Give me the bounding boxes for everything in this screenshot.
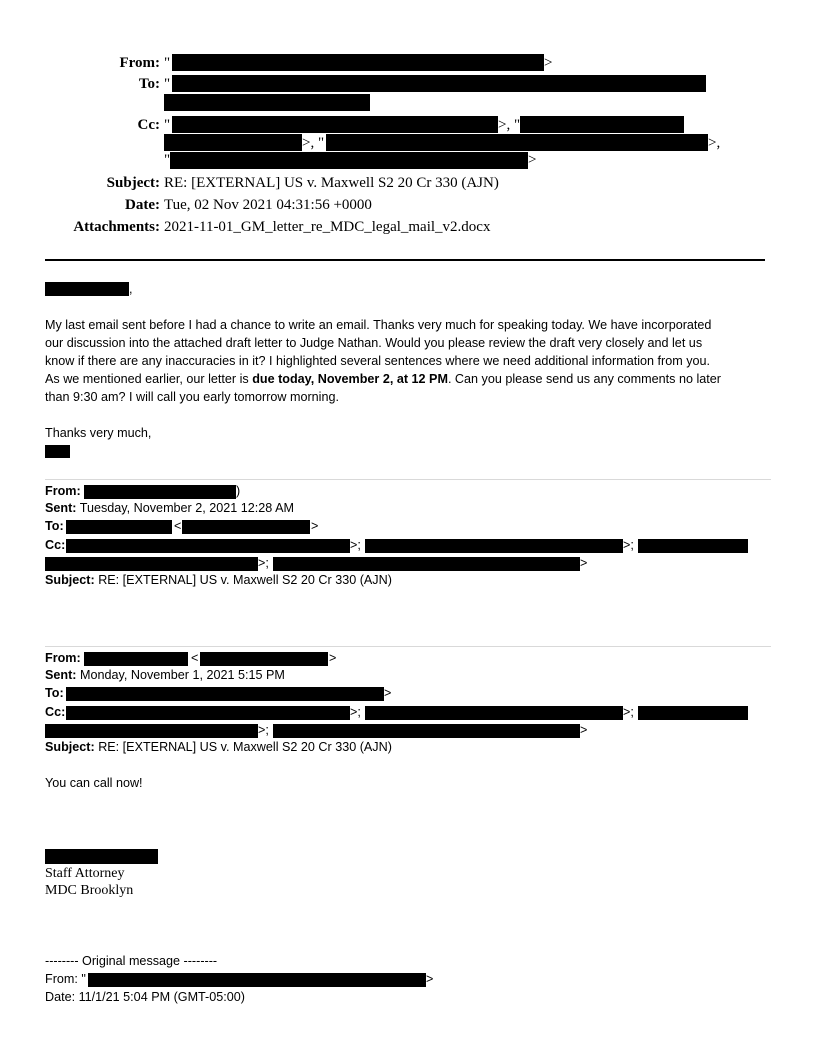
to-value: " xyxy=(164,76,170,93)
date-label: Date: xyxy=(125,197,160,213)
redaction xyxy=(45,282,129,296)
from-value: " > xyxy=(164,55,553,71)
email3-to: To: xyxy=(45,686,64,700)
email2-sent: Sent: Tuesday, November 2, 2021 12:28 AM xyxy=(45,501,294,515)
email2-subject: Subject: RE: [EXTERNAL] US v. Maxwell S2 20 Cr 330 (AJN) xyxy=(45,573,392,587)
redaction xyxy=(66,687,384,701)
redaction xyxy=(365,706,623,720)
redaction xyxy=(45,445,70,458)
signature-org: MDC Brooklyn xyxy=(45,883,134,898)
redaction xyxy=(365,539,623,553)
redaction xyxy=(45,724,258,738)
paragraph-line: than 9:30 am? I will call you early tomorrow morning. xyxy=(45,390,339,404)
redaction xyxy=(326,134,708,151)
subject-value: RE: [EXTERNAL] US v. Maxwell S2 20 Cr 330 (AJN) xyxy=(164,175,499,191)
paragraph-line: My last email sent before I had a chance to write an email. Thanks very much for speaking today. We have incorporated xyxy=(45,318,712,332)
message-paragraph xyxy=(45,316,721,406)
redaction xyxy=(200,652,328,666)
redaction xyxy=(84,652,188,666)
cc-label: Cc: xyxy=(137,117,160,133)
redaction xyxy=(170,152,528,169)
cc-value-line1: " >, " xyxy=(164,117,170,134)
cc-value-line2: >, " >, xyxy=(302,135,721,151)
redaction xyxy=(172,75,706,92)
deadline-text: due today, November 2, at 12 PM xyxy=(252,372,448,386)
redaction xyxy=(66,539,350,553)
attachments-label: Attachments: xyxy=(73,219,160,235)
email3-sent: Sent: Monday, November 1, 2021 5:15 PM xyxy=(45,668,285,682)
redaction xyxy=(638,539,748,553)
attachment-link[interactable]: 2021-11-01_GM_letter_re_MDC_legal_mail_v2.docx xyxy=(164,219,491,235)
email3-cc: Cc: xyxy=(45,705,66,719)
email3-subject: Subject: RE: [EXTERNAL] US v. Maxwell S2 20 Cr 330 (AJN) xyxy=(45,740,392,754)
redaction xyxy=(273,724,580,738)
redaction xyxy=(45,557,258,571)
redaction xyxy=(172,54,544,71)
redaction xyxy=(164,134,302,151)
original-date: Date: 11/1/21 5:04 PM (GMT-05:00) xyxy=(45,990,245,1004)
email3-body: You can call now! xyxy=(45,776,143,790)
redaction xyxy=(66,520,172,534)
redaction xyxy=(45,849,158,864)
redaction xyxy=(172,116,498,133)
message-divider xyxy=(45,479,771,480)
date-value: Tue, 02 Nov 2021 04:31:56 +0000 xyxy=(164,197,372,213)
redaction xyxy=(84,485,236,499)
redaction xyxy=(273,557,580,571)
original-from: From: " xyxy=(45,972,86,986)
redaction xyxy=(164,94,370,111)
redaction xyxy=(520,116,684,133)
closing-text: Thanks very much, xyxy=(45,426,152,440)
redaction xyxy=(66,706,350,720)
email2-cc: Cc: xyxy=(45,538,66,552)
redaction xyxy=(182,520,310,534)
salutation-comma: , xyxy=(129,282,133,296)
header-divider xyxy=(45,259,765,261)
email3-from: From: xyxy=(45,651,81,665)
to-label: To: xyxy=(138,76,160,92)
original-message-divider: -------- Original message -------- xyxy=(45,954,218,968)
redaction xyxy=(88,973,426,987)
message-divider xyxy=(45,646,771,647)
signature-title: Staff Attorney xyxy=(45,866,125,881)
email2-from: From: xyxy=(45,484,81,498)
from-label: From: xyxy=(119,55,160,71)
email2-to: To: xyxy=(45,519,64,533)
paragraph-line: our discussion into the attached draft letter to Judge Nathan. Would you please review the draft very closely and let us xyxy=(45,336,703,350)
redaction xyxy=(638,706,748,720)
paragraph-line: know if there are any inaccuracies in it? I highlighted several sentences where we need additional information from you. xyxy=(45,354,711,368)
cc-value-line3: " > xyxy=(164,152,537,168)
subject-label: Subject: xyxy=(106,175,160,191)
paragraph-line: As we mentioned earlier, our letter is due today, November 2, at 12 PM. Can you please send us any comments no later xyxy=(45,372,721,386)
